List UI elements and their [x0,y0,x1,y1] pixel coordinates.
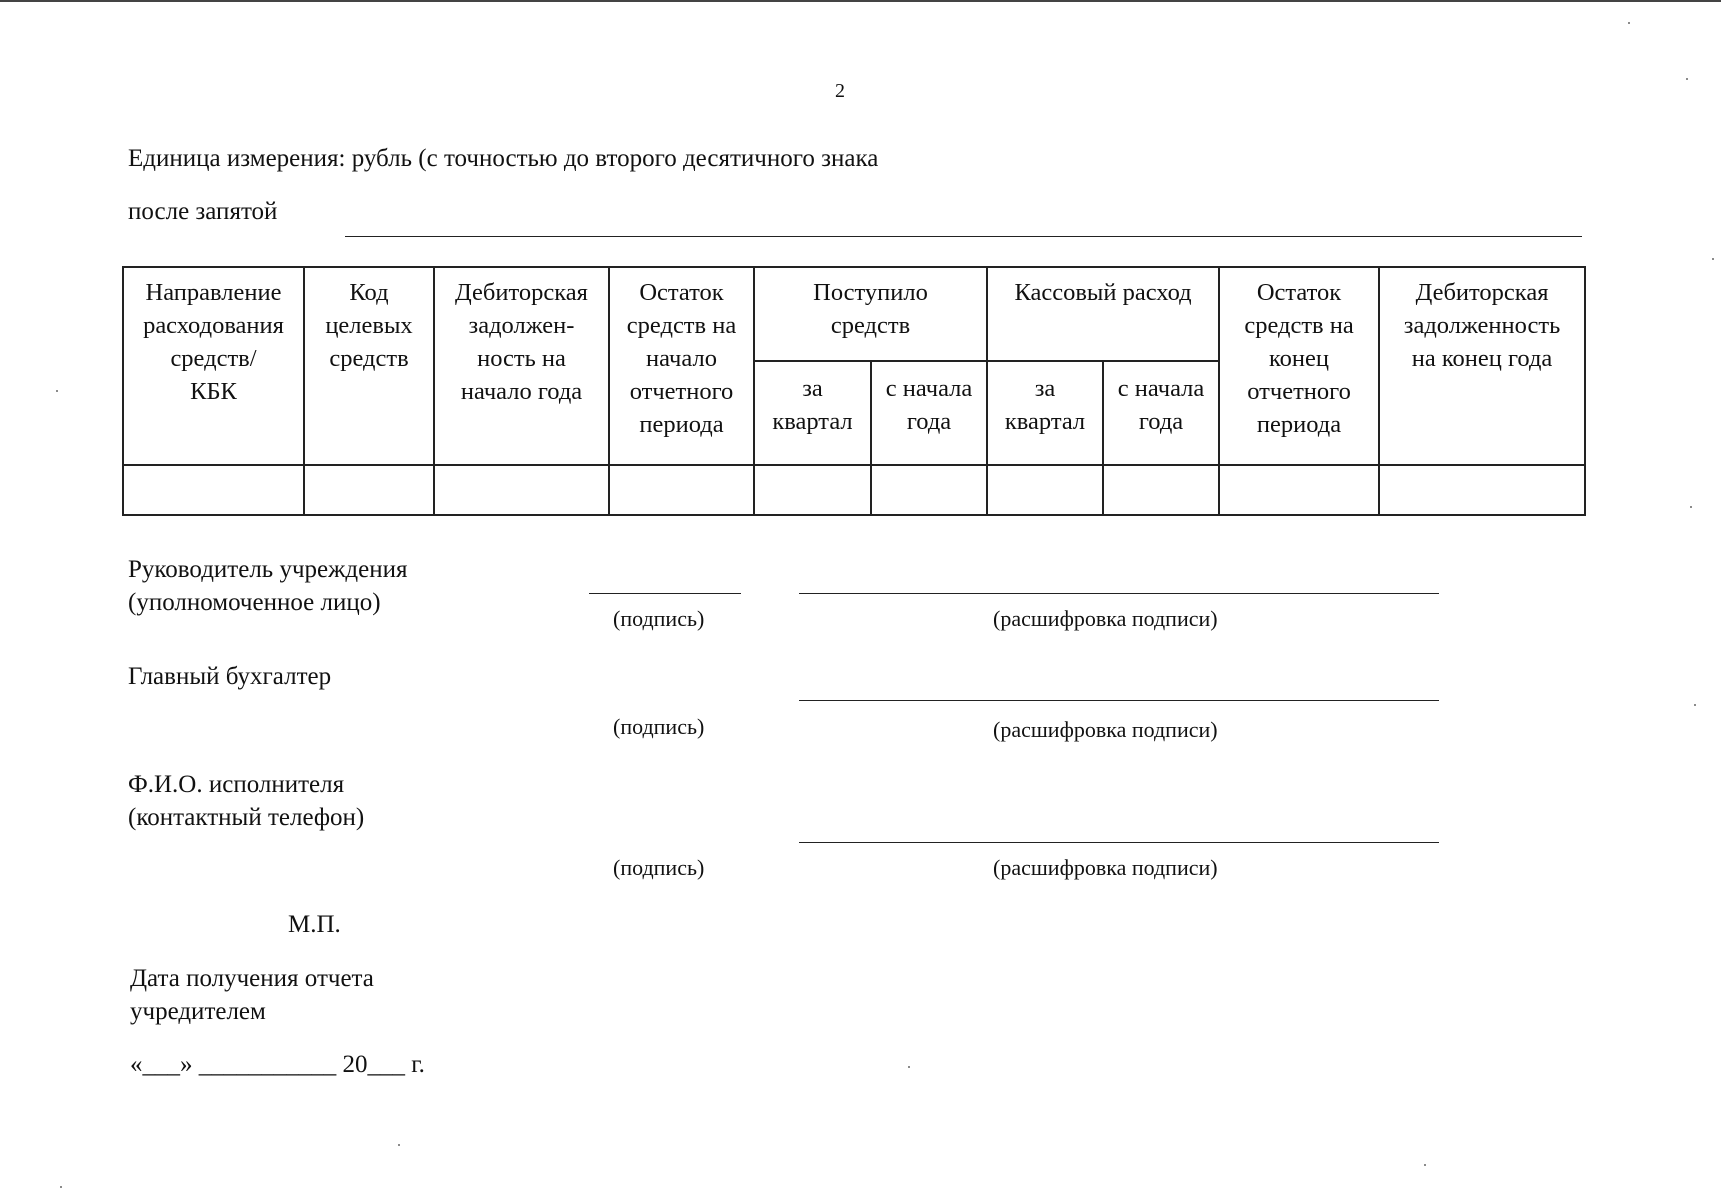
accountant-decoding-line [799,700,1439,701]
header-target-code: Код целевых средств [304,267,434,465]
page-number: 2 [835,80,845,102]
accountant-signature-hint: (подпись) [613,714,705,739]
header-direction: Направление расходования средств/ КБК [123,267,304,465]
receipt-date-field[interactable]: «___» ___________ 20___ г. [130,1051,425,1078]
unit-of-measure-line-1: Единица измерения: рубль (с точностью до второго десятичного знака [128,145,879,172]
header-received: Поступило средств [754,267,987,361]
executor-label: Ф.И.О. исполнителя (контактный телефон) [128,771,365,831]
cell-balance-end[interactable] [1219,465,1379,515]
accountant-label: Главный бухгалтер [128,663,332,690]
head-decoding-line [799,593,1439,594]
executor-decoding-line [799,842,1439,843]
cell-direction[interactable] [123,465,304,515]
header-expense-year: с начала года [1103,361,1219,465]
accountant-decoding-hint: (расшифровка подписи) [993,717,1218,742]
head-label: Руководитель учреждения (уполномоченное лицо) [128,556,408,616]
cell-target-code[interactable] [304,465,434,515]
head-signature-hint: (подпись) [613,606,705,631]
header-balance-start: Остаток средств на начало отчетного периода [609,267,754,465]
header-received-quarter: за квартал [754,361,871,465]
executor-signature-hint: (подпись) [613,855,705,880]
cell-balance-start[interactable] [609,465,754,515]
cell-expense-year[interactable] [1103,465,1219,515]
cell-expense-quarter[interactable] [987,465,1103,515]
header-received-year: с начала года [871,361,987,465]
cell-received-quarter[interactable] [754,465,871,515]
report-table [122,266,1586,516]
executor-decoding-hint: (расшифровка подписи) [993,855,1218,880]
header-expense-quarter: за квартал [987,361,1103,465]
head-signature-line [589,593,741,594]
unit-underline [345,236,1582,237]
scan-edge [0,0,1721,2]
receipt-date-label: Дата получения отчета учредителем [130,965,374,1025]
cell-receivable-end[interactable] [1379,465,1585,515]
stamp-place: М.П. [288,911,341,938]
cell-received-year[interactable] [871,465,987,515]
table-row [123,465,1585,515]
cell-receivable-start[interactable] [434,465,609,515]
unit-of-measure-line-2: после запятой [128,198,278,225]
table-header-row [123,267,1585,361]
head-decoding-hint: (расшифровка подписи) [993,606,1218,631]
header-cash-expense: Кассовый расход [987,267,1219,361]
header-balance-end: Остаток средств на конец отчетного периода [1219,267,1379,465]
header-receivable-end: Дебиторская задолженность на конец года [1379,267,1585,465]
header-receivable-start: Дебиторская задолжен- ность на начало года [434,267,609,465]
